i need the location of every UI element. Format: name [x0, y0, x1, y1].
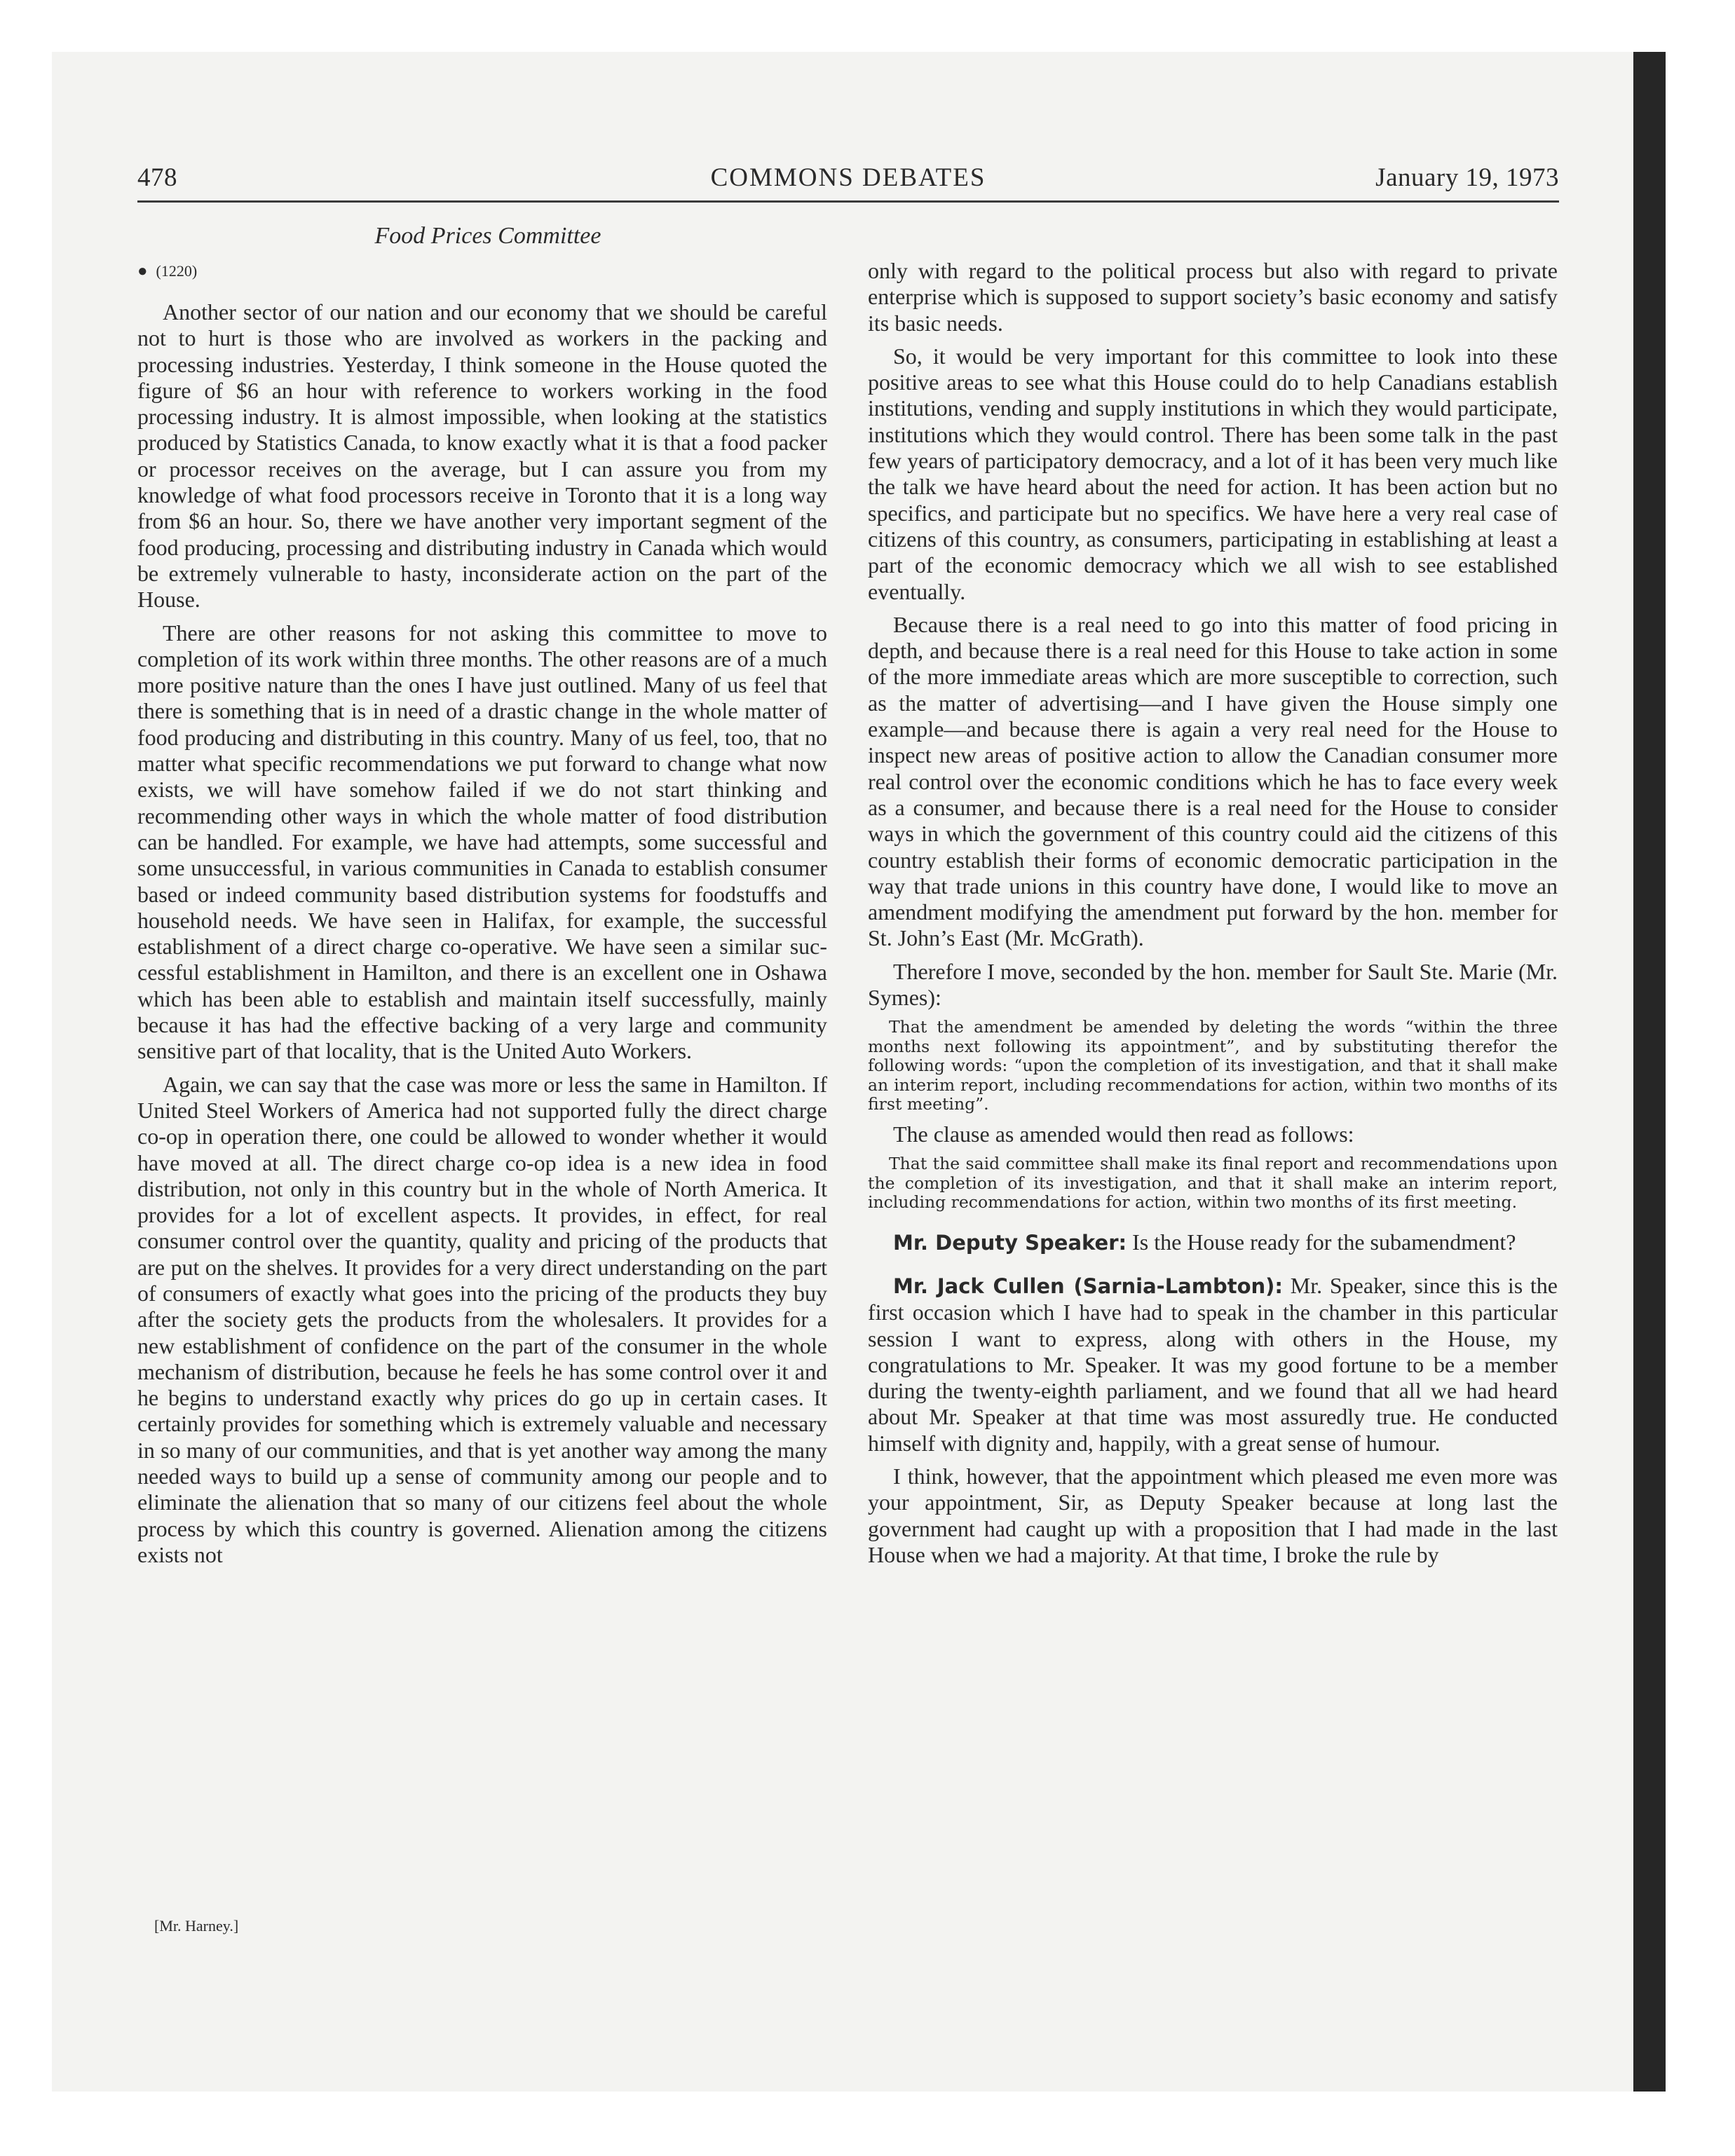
paragraph: Because there is a real need to go into this matter of food pricing in depth, and because there is a real need for this House to take action in some of the more immediate areas which are more susceptible to correction, such as the matter of advertising—and I have given the House simply one example—and because there is again a very real need for the House to inspect new areas of positive action to allow the Canadian consumer more real control over the economic conditions which he has to face every week as a consumer, and because there is a real need for the House to consider ways in which the government of this country could aid the citizens of this country establish their forms of economic democratic participation in the way that trade unions in this country have done, I would like to move an amendment modifying the amendment put forward by the hon. member for St. John’s East (Mr. McGrath). [868, 611, 1558, 951]
speaker-text: Mr. Speaker, since this is the first occasion which I have had to speak in the chamber in this particular session I want to express, along with others in the House, my congratulations to Mr. Speaker. It was my good fortune to be a member during the twenty-eighth parliament, and we found that all we had heard about Mr. Speaker at that time was most assuredly true. He conducted himself with dignity and, happily, with a great sense of humour. [868, 1272, 1558, 1456]
timestamp-marker [137, 262, 197, 281]
paragraph: Therefore I move, seconded by the hon. member for Sault Ste. Marie (Mr. Symes): [868, 958, 1558, 1011]
page-number: 478 [137, 163, 177, 192]
speaker-paragraph [868, 1273, 1558, 1456]
clause-quote: That the said committee shall make its final report and recommendations upon the completion of its investigation, and that it shall make an interim report, including recommendations for action, within two months of its first meeting. [868, 1154, 1558, 1213]
paragraph: The clause as amended would then read as follows: [893, 1121, 1354, 1147]
paragraph: Again, we can say that the case was more or less the same in Hamilton. If United Steel Workers of America had not supported fully the direct charge co-op in operation there, one could be allowed to wonder whether it would have moved at all. The direct charge co-op idea is a new idea in food distribution, not only in this country but in the whole of North America. It provides for a lot of excellent aspects. It provides, in effect, for real consumer control over the quantity, quality and pricing of the products that are put on the shelves. It provides for a very direct understanding on the part of consumers of exactly what goes into the pricing of the products they buy after the society gets the products from the wholesalers. It provides for a new establishment of confidence on the part of the consumer in the whole mechanism of distribution, because he feels he has some control over it and he begins to understand exactly why prices do go up in certain cases. It certainly provides for something which is extremely valuable and necessary in so many of our communities, and that is yet another way among the many needed ways to build up a sense of community among our people and to eliminate the alienation that so many of our citizens feel about the whole process by which this country is governed. Alienation among the citizens exists not [137, 1071, 827, 1567]
running-head: Food Prices Committee [374, 223, 601, 249]
speaker-paragraph [868, 1229, 1558, 1256]
paragraph: So, it would be very important for this committee to look into these positive areas to see what this House could do to help Canadians establish institutions, vending and supply institutions in which they would participate, institutions which they would control. There has been some talk in the past few years of participatory democracy, and a lot of it has been very much like the talk we have heard about the need for action. It has been action but no specifics, and participate but no specifics. We have here a very real case of citizens of this country, as consumers, participating in establishing at least a part of the economic democracy which we all wish to see established eventually. [868, 343, 1558, 604]
binding-edge [1633, 52, 1666, 2092]
publication-title: COMMONS DEBATES [710, 163, 986, 192]
bullet-icon: ● [137, 262, 148, 280]
paragraph: I think, however, that the appointment which pleased me even more was your appointment, Sir, as Deputy Speaker because at long last the government had caught up with a proposition that I had made in the last House when we had a majority. At that time, I broke the rule by [868, 1463, 1558, 1567]
paragraph: There are other reasons for not asking this committee to move to completion of its work within three months. The other reasons are of a much more positive nature than the ones I have just outlined. Many of us feel that there is something that is in need of a drastic change in the whole matter of food producing and distributing in this country. Many of us feel, too, that no matter what specific recommendations we put forward to change what now exists, we will have somehow failed if we do not start thinking and recommending other ways in which the whole matter of food distribution can be handled. For example, we have had attempts, some successful and some unsuccessful, in various communities in Canada to establish consumer based or indeed community based distribution systems for foodstuffs and household needs. We have seen in Halifax, for example, the successful establishment of a direct charge co-operative. We have seen a similar successful establishment in Hamilton, and there is an excellent one in Oshawa which has been able to establish and maintain itself successfully, mainly because it has had the effective backing of a very large and community sensitive part of that locality, that is the United Auto Workers. [137, 620, 827, 1064]
right-column [868, 258, 1558, 1568]
speaker-name: Mr. Jack Cullen (Sarnia-Lambton): [893, 1274, 1284, 1298]
header-date: January 19, 1973 [1375, 163, 1559, 192]
page-header [137, 163, 1559, 203]
timestamp: (1220) [156, 262, 198, 280]
continued-paragraph: only with regard to the political process but also with regard to private enterprise which is supposed to support society’s basic economy and satisfy its basic needs. [868, 258, 1558, 336]
speaker-footer: [Mr. Harney.] [154, 1917, 239, 1935]
paragraph: Another sector of our nation and our economy that we should be careful not to hurt is those who are involved as workers in the packing and processing industries. Yesterday, I think someone in the House quoted the figure of $6 an hour with reference to workers working in the food processing industry. It is almost impossible, when looking at the statistics produced by Statistics Canada, to know exactly what it is that a food packer or processor receives on the average, but I can assure you from my knowledge of what food processors receive in Toronto that it is a long way from $6 an hour. So, there we have another very important segment of the food producing, processing and distributing industry in Canada which would be extremely vulnerable to hasty, inconsiderate action on the part of the House. [137, 299, 827, 613]
speaker-name: Mr. Deputy Speaker: [893, 1230, 1127, 1255]
speaker-text: Is the House ready for the subamendment? [1127, 1229, 1516, 1255]
motion-quote: That the amendment be amended by deleting the words “within the three months next following its appointment”, and by substituting therefor the following words: “upon the completion of its investigation, and that it shall make an interim report, including recommendations for action, within two months of its first meeting”. [868, 1017, 1558, 1114]
left-column [137, 299, 827, 1568]
